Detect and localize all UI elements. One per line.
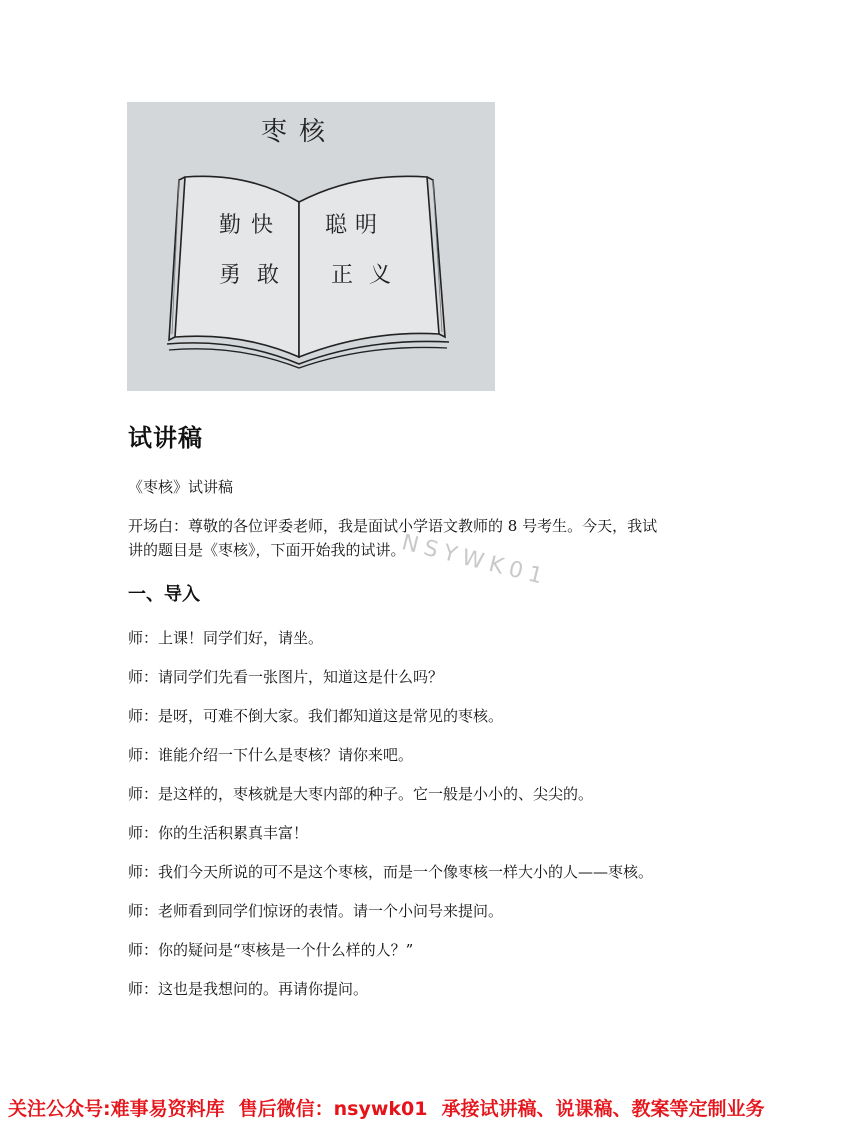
photo-word: 勤快 — [219, 213, 284, 238]
photo-title: 枣核 — [261, 117, 338, 147]
footer-banner — [8, 1094, 860, 1121]
dialogue-line: 师：谁能介绍一下什么是枣核？请你来吧。 — [128, 746, 414, 764]
opening-line: 开场白：尊敬的各位评委老师，我是面试小学语文教师的 8 号考生。今天，我试 — [128, 517, 658, 535]
photo-word: 正义 — [331, 263, 408, 288]
dialogue-line: 师：请同学们先看一张图片，知道这是什么吗？ — [128, 668, 444, 686]
photo-word: 聪明 — [325, 213, 386, 238]
photo-word: 勇敢 — [219, 263, 296, 288]
footer-contact: 售后微信：nsywk01 — [238, 1098, 428, 1120]
dialogue-line: 师：是呀，可难不倒大家。我们都知道这是常见的枣核。 — [128, 707, 504, 725]
watermark: NSYWK01 — [399, 530, 551, 591]
section-heading: 一、导入 — [128, 584, 200, 605]
dialogue-line: 师：我们今天所说的可不是这个枣核，而是一个像枣核一样大小的人——枣核。 — [128, 863, 654, 881]
dialogue-line: 师：老师看到同学们惊讶的表情。请一个小问号来提问。 — [128, 902, 504, 920]
dialogue-line: 师：你的疑问是“枣核是一个什么样的人？” — [128, 941, 414, 959]
opening-line: 讲的题目是《枣核》，下面开始我的试讲。 — [128, 541, 406, 559]
dialogue-line: 师：上课！同学们好，请坐。 — [128, 629, 324, 647]
dialogue-line: 师：这也是我想问的。再请你提问。 — [128, 980, 369, 998]
dialogue-line: 师：你的生活积累真丰富！ — [128, 824, 309, 842]
footer-wechat-account: 关注公众号:难事易资料库 — [8, 1098, 225, 1120]
dialogue-line: 师：是这样的，枣核就是大枣内部的种子。它一般是小小的、尖尖的。 — [128, 785, 594, 803]
book-sketch-photo — [127, 102, 495, 391]
page-title: 试讲稿 — [128, 424, 203, 452]
doc-subtitle: 《枣核》试讲稿 — [128, 478, 234, 496]
book-drawing — [127, 102, 495, 391]
footer-services: 承接试讲稿、说课稿、教案等定制业务 — [441, 1098, 765, 1120]
